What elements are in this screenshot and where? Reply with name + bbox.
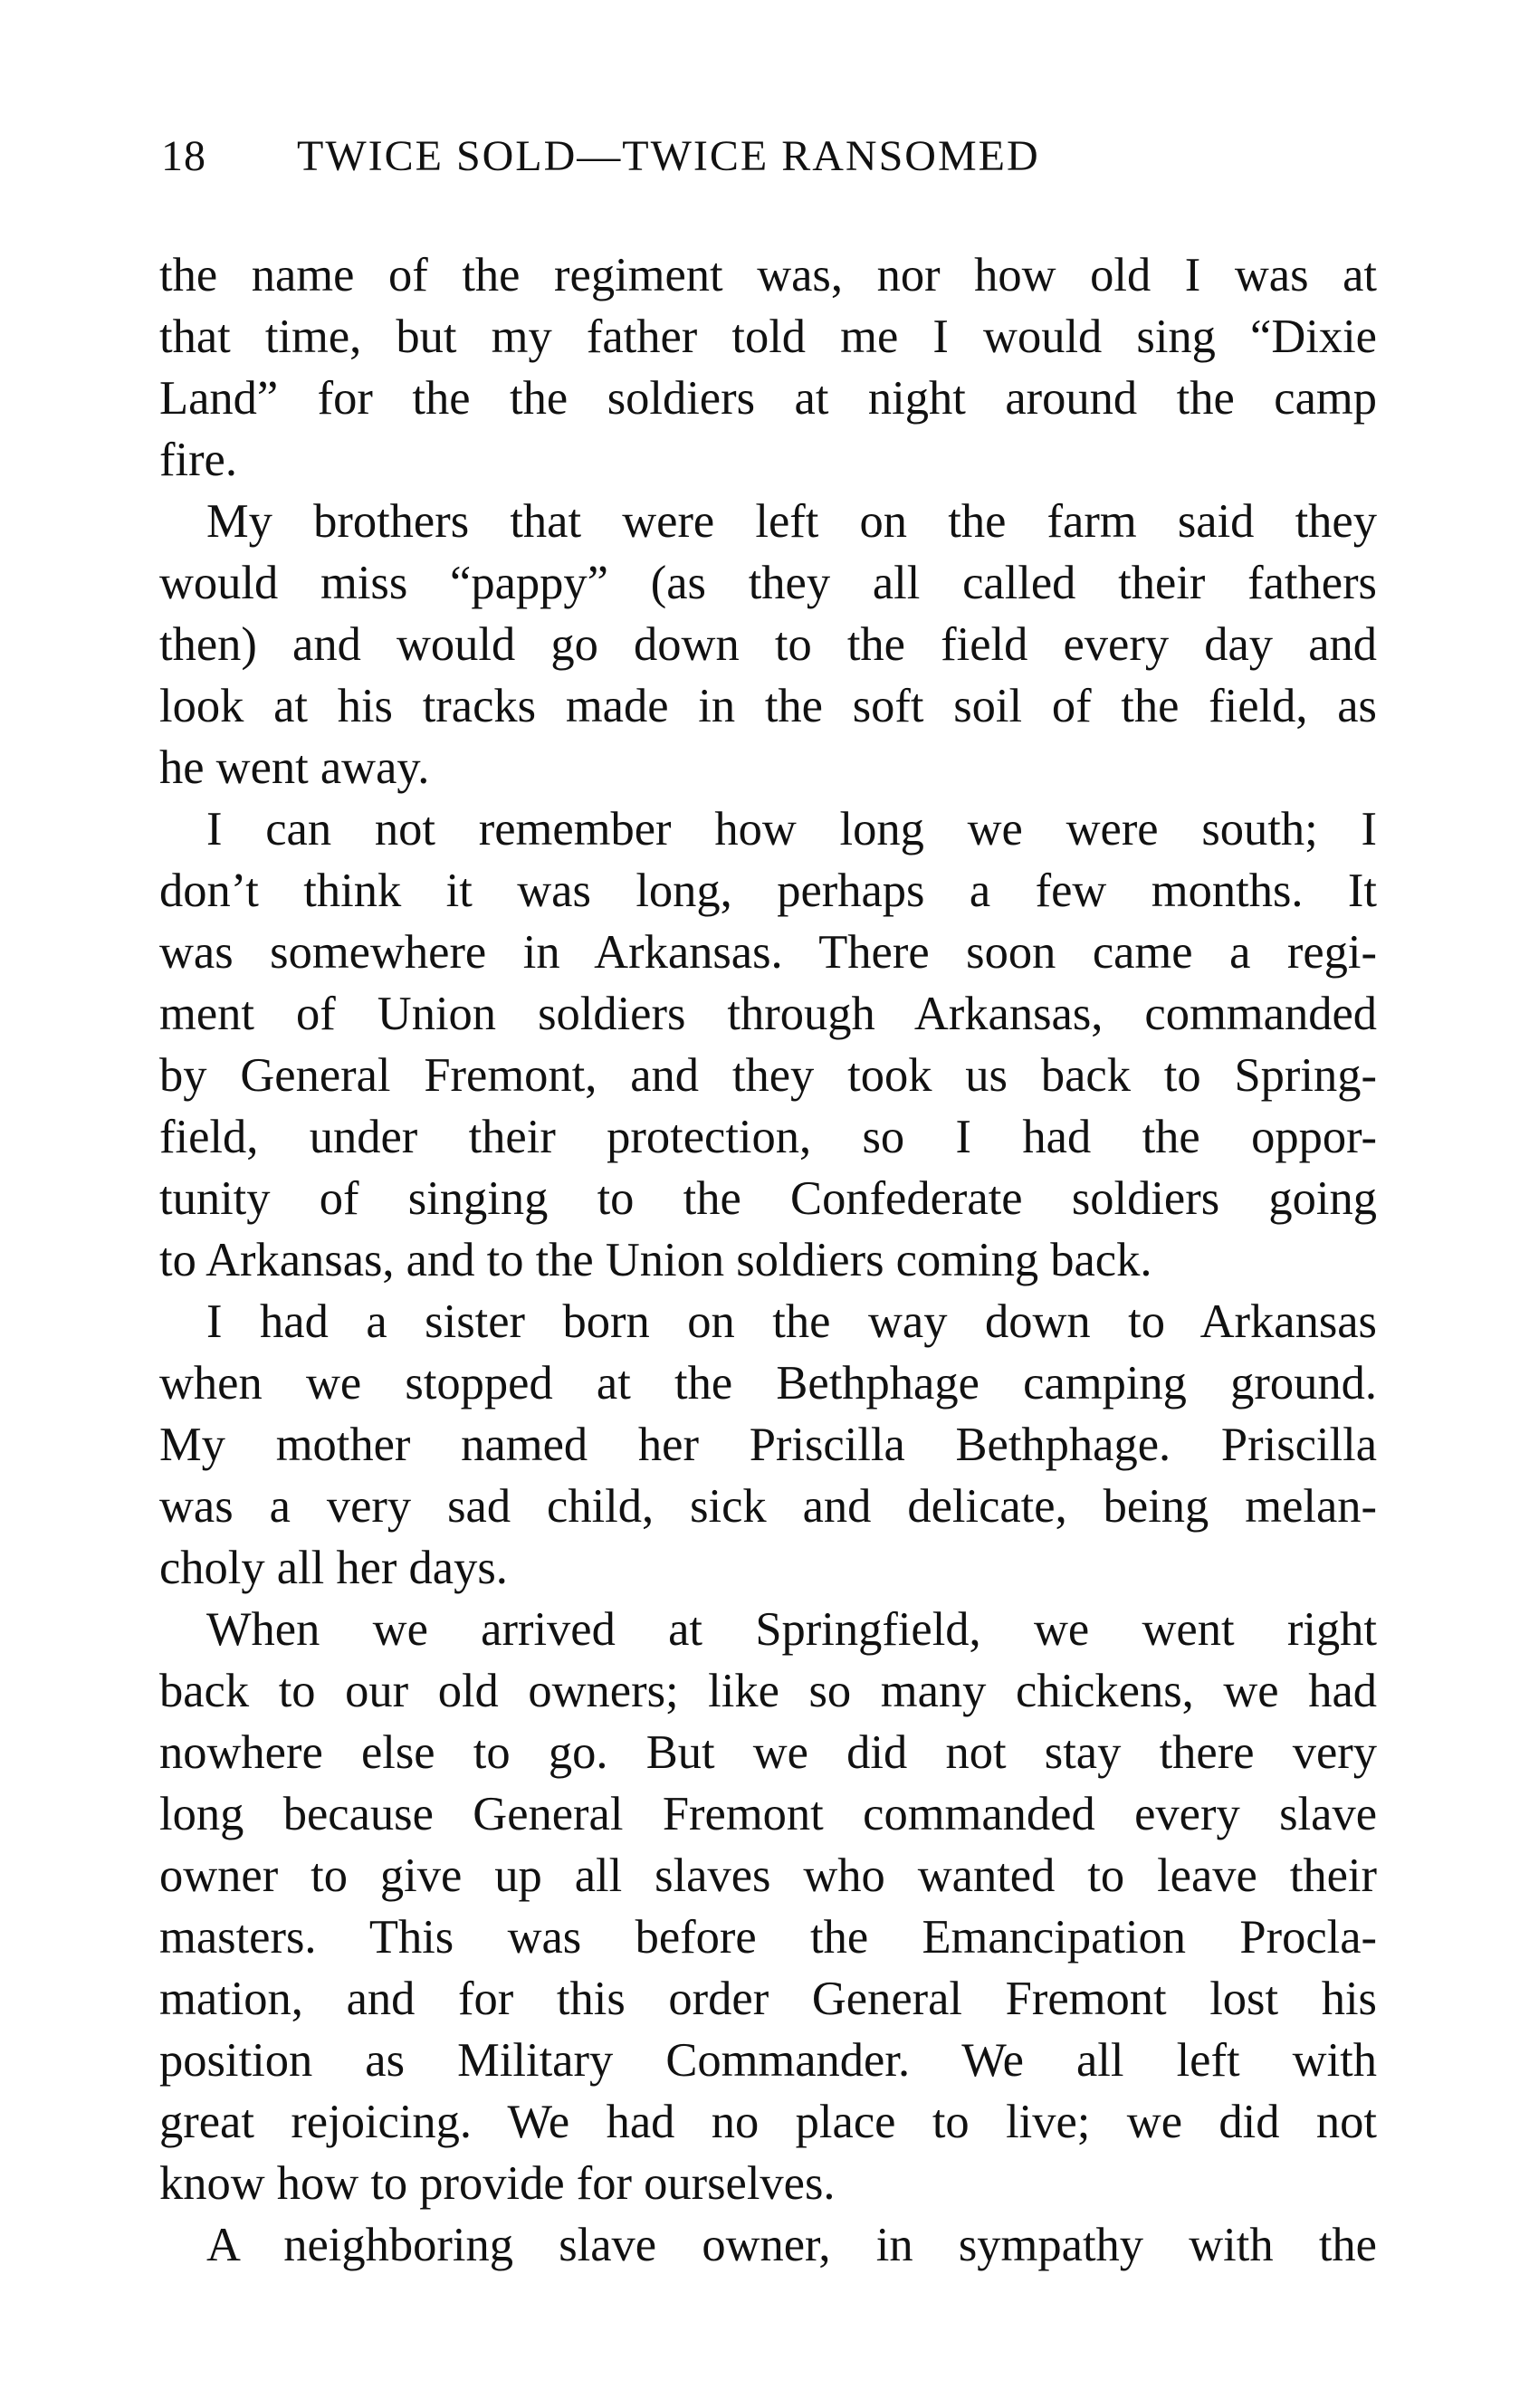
text-line: back to our old owners; like so many chickens, we had bbox=[159, 1665, 1377, 1717]
text-line: the name of the regiment was, nor how old I was at bbox=[159, 249, 1377, 301]
text-line: A neighboring slave owner, in sympathy with the bbox=[206, 2219, 1377, 2271]
text-line: My mother named her Priscilla Bethphage. Priscilla bbox=[159, 1419, 1377, 1471]
running-head bbox=[161, 125, 1374, 188]
text-line: long because General Fremont commanded every slave bbox=[159, 1788, 1377, 1840]
text-line: nowhere else to go. But we did not stay there very bbox=[159, 1726, 1377, 1779]
text-line: field, under their protection, so I had the oppor- bbox=[159, 1111, 1377, 1163]
text-line: was a very sad child, sick and delicate, being melan- bbox=[159, 1480, 1377, 1533]
page-number: 18 bbox=[161, 132, 206, 180]
text-line: ment of Union soldiers through Arkansas, commanded bbox=[159, 988, 1377, 1040]
text-line: he went away. bbox=[159, 741, 430, 794]
text-line: I had a sister born on the way down to Arkansas bbox=[206, 1295, 1377, 1348]
text-line: look at his tracks made in the soft soil of the field, as bbox=[159, 680, 1377, 732]
text-line: fire. bbox=[159, 434, 237, 486]
text-line: that time, but my father told me I would sing “Dixie bbox=[159, 311, 1377, 363]
running-title: TWICE SOLD—TWICE RANSOMED bbox=[297, 132, 1040, 180]
text-line: when we stopped at the Bethphage camping ground. bbox=[159, 1357, 1377, 1409]
text-line: don’t think it was long, perhaps a few months. It bbox=[159, 865, 1377, 917]
text-line: by General Fremont, and they took us back to Spring- bbox=[159, 1049, 1377, 1102]
text-line: great rejoicing. We had no place to live; we did not bbox=[159, 2096, 1377, 2148]
text-line: masters. This was before the Emancipation Procla- bbox=[159, 1911, 1377, 1964]
text-line: was somewhere in Arkansas. There soon came a regi- bbox=[159, 926, 1377, 979]
text-line: Land” for the the soldiers at night around the camp bbox=[159, 372, 1377, 425]
text-line: My brothers that were left on the farm said they bbox=[206, 495, 1377, 548]
text-line: know how to provide for ourselves. bbox=[159, 2157, 836, 2210]
text-line: then) and would go down to the field every day and bbox=[159, 618, 1377, 671]
text-line: mation, and for this order General Fremont lost his bbox=[159, 1973, 1377, 2025]
text-line: position as Military Commander. We all left with bbox=[159, 2034, 1377, 2087]
text-line: to Arkansas, and to the Union soldiers coming back. bbox=[159, 1234, 1152, 1286]
text-line: I can not remember how long we were south; I bbox=[206, 803, 1377, 855]
text-line: would miss “pappy” (as they all called their fathers bbox=[159, 557, 1377, 609]
body-text bbox=[159, 244, 1377, 2276]
text-line: tunity of singing to the Confederate soldiers going bbox=[159, 1172, 1377, 1225]
text-line: owner to give up all slaves who wanted to leave their bbox=[159, 1849, 1377, 1902]
text-line: choly all her days. bbox=[159, 1542, 508, 1594]
text-line: When we arrived at Springfield, we went right bbox=[206, 1603, 1377, 1656]
